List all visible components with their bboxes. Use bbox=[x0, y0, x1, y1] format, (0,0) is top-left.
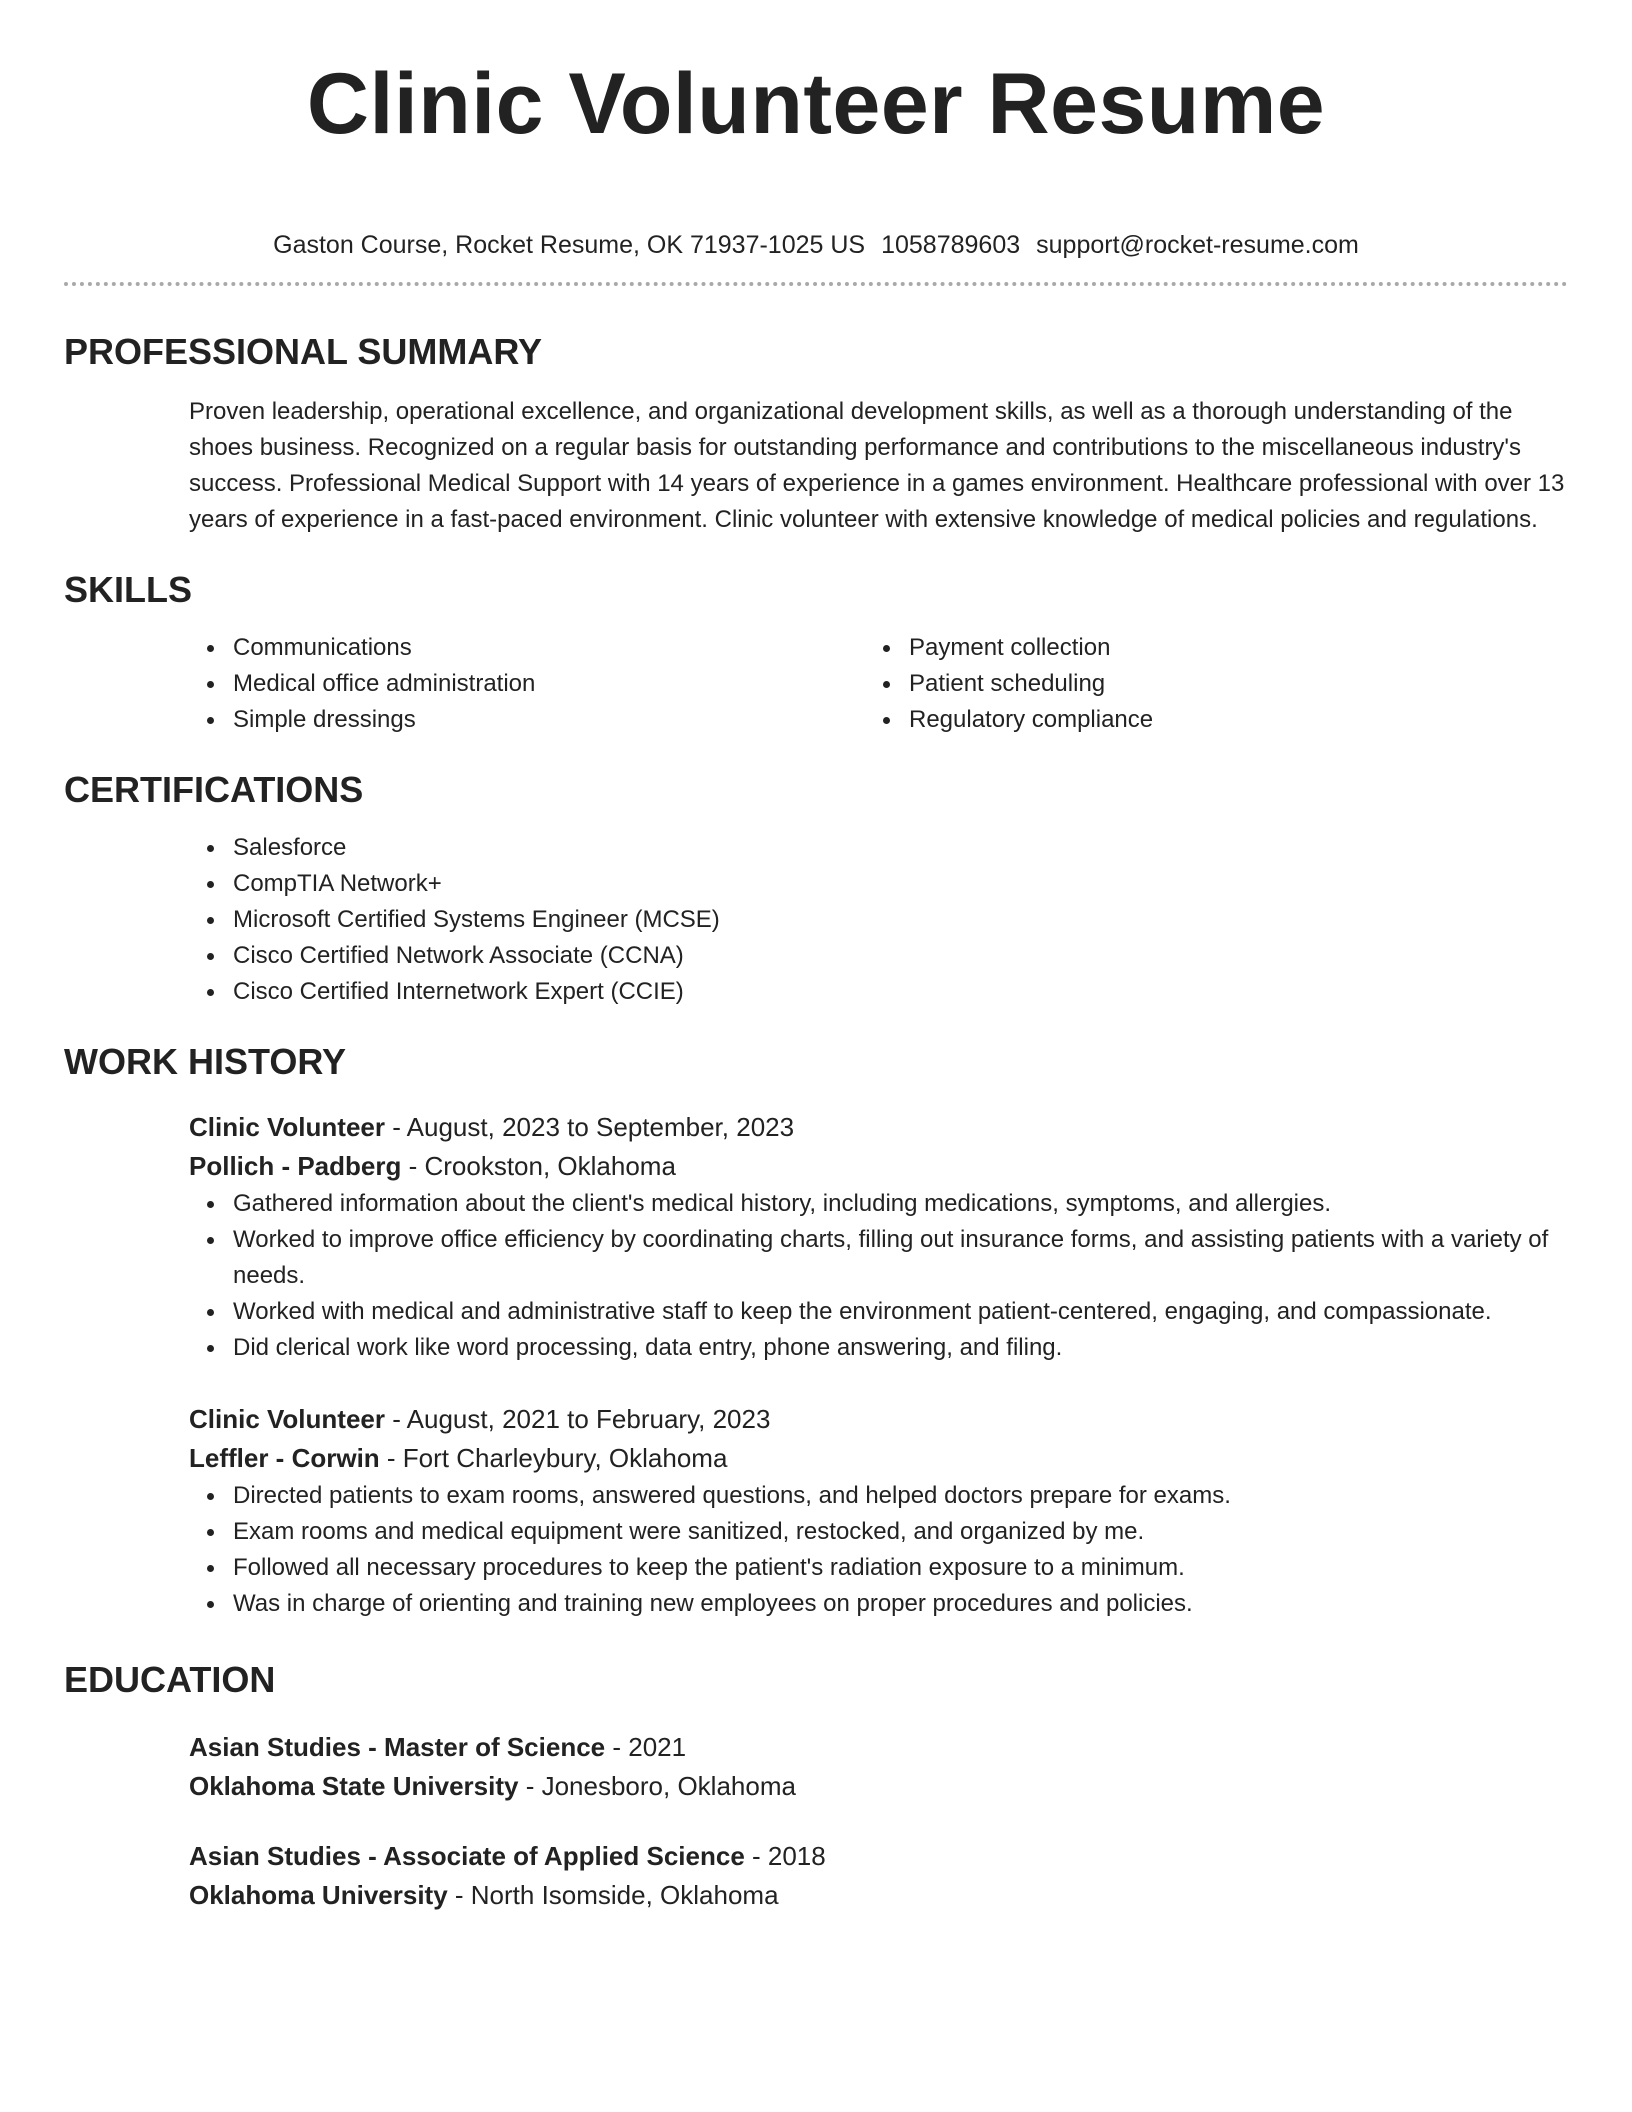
job-entry bbox=[189, 1108, 1568, 1366]
job-company: Leffler - Corwin bbox=[189, 1443, 380, 1473]
job-entry bbox=[189, 1400, 1568, 1622]
degree-year: - 2018 bbox=[744, 1841, 826, 1871]
degree-name: Asian Studies - Associate of Applied Science bbox=[189, 1841, 745, 1871]
job-company-line bbox=[189, 1147, 1568, 1186]
skills-column-left bbox=[189, 630, 865, 738]
school-location: - Jonesboro, Oklahoma bbox=[518, 1771, 796, 1801]
certifications-heading: CERTIFICATIONS bbox=[64, 769, 364, 810]
job-dates: - August, 2023 to September, 2023 bbox=[385, 1112, 795, 1142]
education-heading: EDUCATION bbox=[64, 1659, 276, 1700]
contact-line bbox=[64, 230, 1568, 260]
work-history-heading: WORK HISTORY bbox=[64, 1041, 347, 1082]
job-company-line bbox=[189, 1439, 1568, 1478]
school-location: - North Isomside, Oklahoma bbox=[447, 1880, 779, 1910]
skill-item: Patient scheduling bbox=[909, 666, 1541, 702]
contact-phone: 1058789603 bbox=[881, 231, 1021, 259]
job-duty-item: Followed all necessary procedures to keep the patient's radiation exposure to a minimum. bbox=[233, 1550, 1568, 1586]
certification-item: Salesforce bbox=[233, 830, 1568, 866]
job-duty-item: Exam rooms and medical equipment were sanitized, restocked, and organized by me. bbox=[233, 1514, 1568, 1550]
job-title: Clinic Volunteer bbox=[189, 1404, 385, 1434]
job-duty-item: Did clerical work like word processing, data entry, phone answering, and filing. bbox=[233, 1330, 1568, 1366]
summary-heading: PROFESSIONAL SUMMARY bbox=[64, 331, 543, 372]
skill-item: Payment collection bbox=[909, 630, 1541, 666]
job-location: - Fort Charleybury, Oklahoma bbox=[379, 1443, 728, 1473]
skills-list bbox=[189, 630, 1568, 738]
degree-line bbox=[189, 1837, 1568, 1876]
skills-heading: SKILLS bbox=[64, 569, 193, 610]
education-entry bbox=[189, 1837, 1568, 1915]
school-line bbox=[189, 1876, 1568, 1915]
job-duties bbox=[189, 1186, 1568, 1366]
school-name: Oklahoma University bbox=[189, 1880, 448, 1910]
certifications-list bbox=[189, 830, 1568, 1010]
job-title-line bbox=[189, 1108, 1568, 1147]
job-duty-item: Worked to improve office efficiency by coordinating charts, filling out insurance forms, and assisting patients with a variety of needs. bbox=[233, 1222, 1568, 1294]
job-duty-item: Gathered information about the client's medical history, including medications, symptoms, and allergies. bbox=[233, 1186, 1568, 1222]
degree-line bbox=[189, 1728, 1568, 1767]
degree-name: Asian Studies - Master of Science bbox=[189, 1732, 606, 1762]
job-duty-item: Worked with medical and administrative staff to keep the environment patient-centered, engaging, and compassionate. bbox=[233, 1294, 1568, 1330]
education-entry bbox=[189, 1728, 1568, 1806]
job-duties bbox=[189, 1478, 1568, 1622]
school-line bbox=[189, 1767, 1568, 1806]
job-dates: - August, 2021 to February, 2023 bbox=[385, 1404, 771, 1434]
job-title: Clinic Volunteer bbox=[189, 1112, 385, 1142]
summary-text: Proven leadership, operational excellence, and organizational development skills, as well as a thorough understanding of the shoes business. Recognized on a regular basis for outstanding performance and contributions to the miscellaneous industry's success. Professional Medical Support with 14 years of experience in a games environment. Healthcare professional with over 13 years of experience in a fast-paced environment. Clinic volunteer with extensive knowledge of medical policies and regulations. bbox=[189, 398, 1565, 533]
header-divider bbox=[64, 282, 1568, 286]
certification-item: Cisco Certified Internetwork Expert (CCIE) bbox=[233, 974, 1568, 1010]
skill-item: Medical office administration bbox=[233, 666, 865, 702]
job-duty-item: Directed patients to exam rooms, answered questions, and helped doctors prepare for exams. bbox=[233, 1478, 1568, 1514]
skills-column-right bbox=[865, 630, 1541, 738]
contact-email: support@rocket-resume.com bbox=[1036, 231, 1359, 259]
resume-title: Clinic Volunteer Resume bbox=[306, 56, 1326, 152]
job-title-line bbox=[189, 1400, 1568, 1439]
job-location: - Crookston, Oklahoma bbox=[401, 1151, 676, 1181]
certification-item: Microsoft Certified Systems Engineer (MCSE) bbox=[233, 902, 1568, 938]
job-duty-item: Was in charge of orienting and training new employees on proper procedures and policies. bbox=[233, 1586, 1568, 1622]
job-company: Pollich - Padberg bbox=[189, 1151, 402, 1181]
certification-item: CompTIA Network+ bbox=[233, 866, 1568, 902]
skill-item: Regulatory compliance bbox=[909, 702, 1541, 738]
contact-address: Gaston Course, Rocket Resume, OK 71937-1025 US bbox=[273, 231, 866, 259]
skill-item: Communications bbox=[233, 630, 865, 666]
certification-item: Cisco Certified Network Associate (CCNA) bbox=[233, 938, 1568, 974]
school-name: Oklahoma State University bbox=[189, 1771, 519, 1801]
skill-item: Simple dressings bbox=[233, 702, 865, 738]
degree-year: - 2021 bbox=[605, 1732, 687, 1762]
